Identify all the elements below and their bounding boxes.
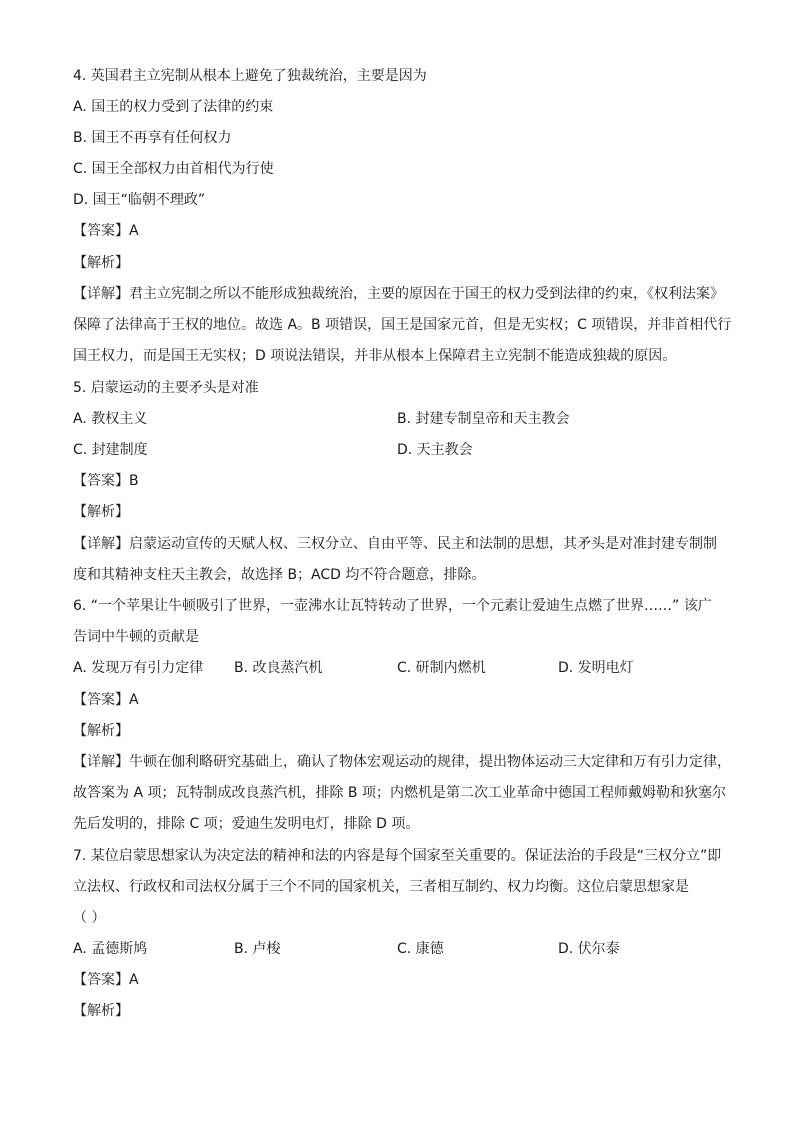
q4-analysis: 【解析】	[73, 255, 129, 271]
q6-detail-line: 先后发明的，排除 C 项；爱迪生发明电灯，排除 D 项。	[73, 816, 420, 832]
q6-answer: 【答案】A	[73, 692, 139, 708]
q7-analysis: 【解析】	[73, 1003, 129, 1019]
q5-option-a: A. 教权主义	[73, 411, 148, 427]
q7-option-b: B. 卢梭	[234, 941, 281, 957]
q7-option-d: D. 伏尔泰	[558, 941, 620, 957]
q6-option-a: A. 发现万有引力定律	[73, 660, 204, 676]
q6-detail-line: 【详解】牛顿在伽利略研究基础上，确认了物体宏观运动的规律，提出物体运动三大定律和万有引力定律，	[73, 754, 731, 770]
q6-stem-line: 告词中牛顿的贡献是	[73, 629, 199, 645]
q7-stem-line: 7. 某位启蒙思想家认为决定法的精神和法的内容是每个国家至关重要的。保证法治的手段是“三权分立”即	[73, 848, 722, 864]
q7-answer: 【答案】A	[73, 972, 139, 988]
q4-stem: 4. 英国君主立宪制从根本上避免了独裁统治，主要是因为	[73, 68, 427, 84]
q5-analysis: 【解析】	[73, 504, 129, 520]
q4-detail-line: 保障了法律高于王权的地位。故选 A。B 项错误，国王是国家元首，但是无实权；C 项错误，并非首相代行	[73, 317, 732, 333]
q5-option-d: D. 天主教会	[397, 442, 473, 458]
q5-option-b: B. 封建专制皇帝和天主教会	[397, 411, 570, 427]
q7-stem-line: 立法权、行政权和司法权分属于三个不同的国家机关，三者相互制约、权力均衡。这位启蒙思想家是	[73, 879, 689, 895]
q4-option-a: A. 国王的权力受到了法律的约束	[73, 99, 274, 115]
q6-analysis: 【解析】	[73, 723, 129, 739]
q4-option-d: D. 国王“临朝不理政”	[73, 192, 206, 208]
q4-detail-line: 国王权力，而是国王无实权；D 项说法错误，并非从根本上保障君主立宪制不能造成独裁的原因。	[73, 348, 677, 364]
q6-option-b: B. 改良蒸汽机	[234, 660, 323, 676]
q6-detail-line: 故答案为 A 项；瓦特制成改良蒸汽机，排除 B 项；内燃机是第二次工业革命中德国工程师戴姆勒和狄塞尔	[73, 785, 726, 801]
q5-stem: 5. 启蒙运动的主要矛头是对准	[73, 380, 259, 396]
q7-stem-line: （ ）	[73, 910, 106, 926]
q7-option-a: A. 孟德斯鸠	[73, 941, 148, 957]
q4-option-b: B. 国王不再享有任何权力	[73, 130, 232, 146]
q6-option-c: C. 研制内燃机	[397, 660, 486, 676]
q7-option-c: C. 康德	[397, 941, 444, 957]
q5-answer: 【答案】B	[73, 473, 139, 489]
q4-detail-line: 【详解】君主立宪制之所以不能形成独裁统治，主要的原因在于国王的权力受到法律的约束，《权利法案》	[73, 286, 724, 302]
q5-option-c: C. 封建制度	[73, 442, 148, 458]
q5-detail-line: 度和其精神支柱天主教会，故选择 B；ACD 均不符合题意，排除。	[73, 567, 486, 583]
q5-detail-line: 【详解】启蒙运动宣传的天赋人权、三权分立、自由平等、民主和法制的思想，其矛头是对准封建专制制	[73, 536, 717, 552]
q4-answer: 【答案】A	[73, 223, 139, 239]
q6-stem-line: 6. “一个苹果让牛顿吸引了世界，一壶沸水让瓦特转动了世界，一个元素让爱迪生点燃了世界……” 该广	[73, 598, 712, 614]
q6-option-d: D. 发明电灯	[558, 660, 634, 676]
q4-option-c: C. 国王全部权力由首相代为行使	[73, 161, 274, 177]
